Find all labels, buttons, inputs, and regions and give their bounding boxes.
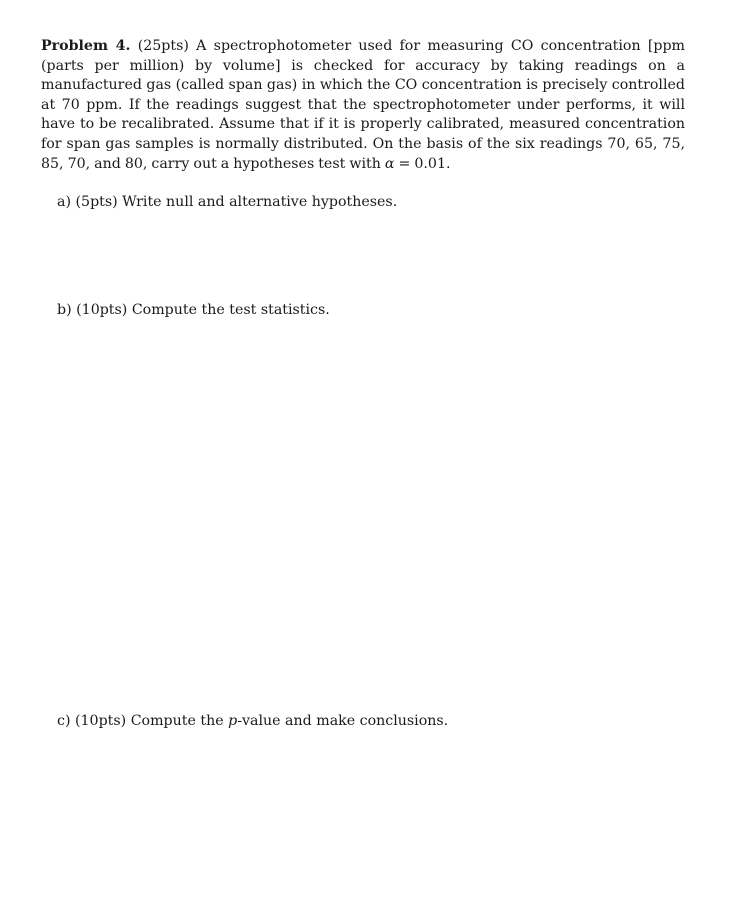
problem-statement [41,37,685,174]
p-variable: p [228,713,238,729]
alpha-symbol: α [384,155,395,172]
part-c-prefix: c) (10pts) Compute the [57,713,229,729]
problem-title: Problem 4. [41,38,131,54]
part-a-question: a) (5pts) Write null and alternative hypotheses. [57,194,398,210]
part-b-question: b) (10pts) Compute the test statistics. [57,302,330,318]
part-c-suffix: -value and make conclusions. [237,713,449,729]
problem-body: (25pts) A spectrophotometer used for measuring CO concentration [ppm (parts per million) by volume] is checked for accuracy by taking readings on a manufactured gas (called span gas) in which the CO concentration is precisely controlled at 70 ppm. If the readings suggest that the spectrophotometer under performs, it will have to be recalibrated. Assume that if it is properly calibrated, measured concentration for span gas samples is normally distributed. On the basis of the six readings 70, 65, 75, 85, 70, and 80, carry out a hypotheses test with [41,38,685,172]
part-c-question [57,712,448,732]
alpha-value: = 0.01. [394,155,451,172]
